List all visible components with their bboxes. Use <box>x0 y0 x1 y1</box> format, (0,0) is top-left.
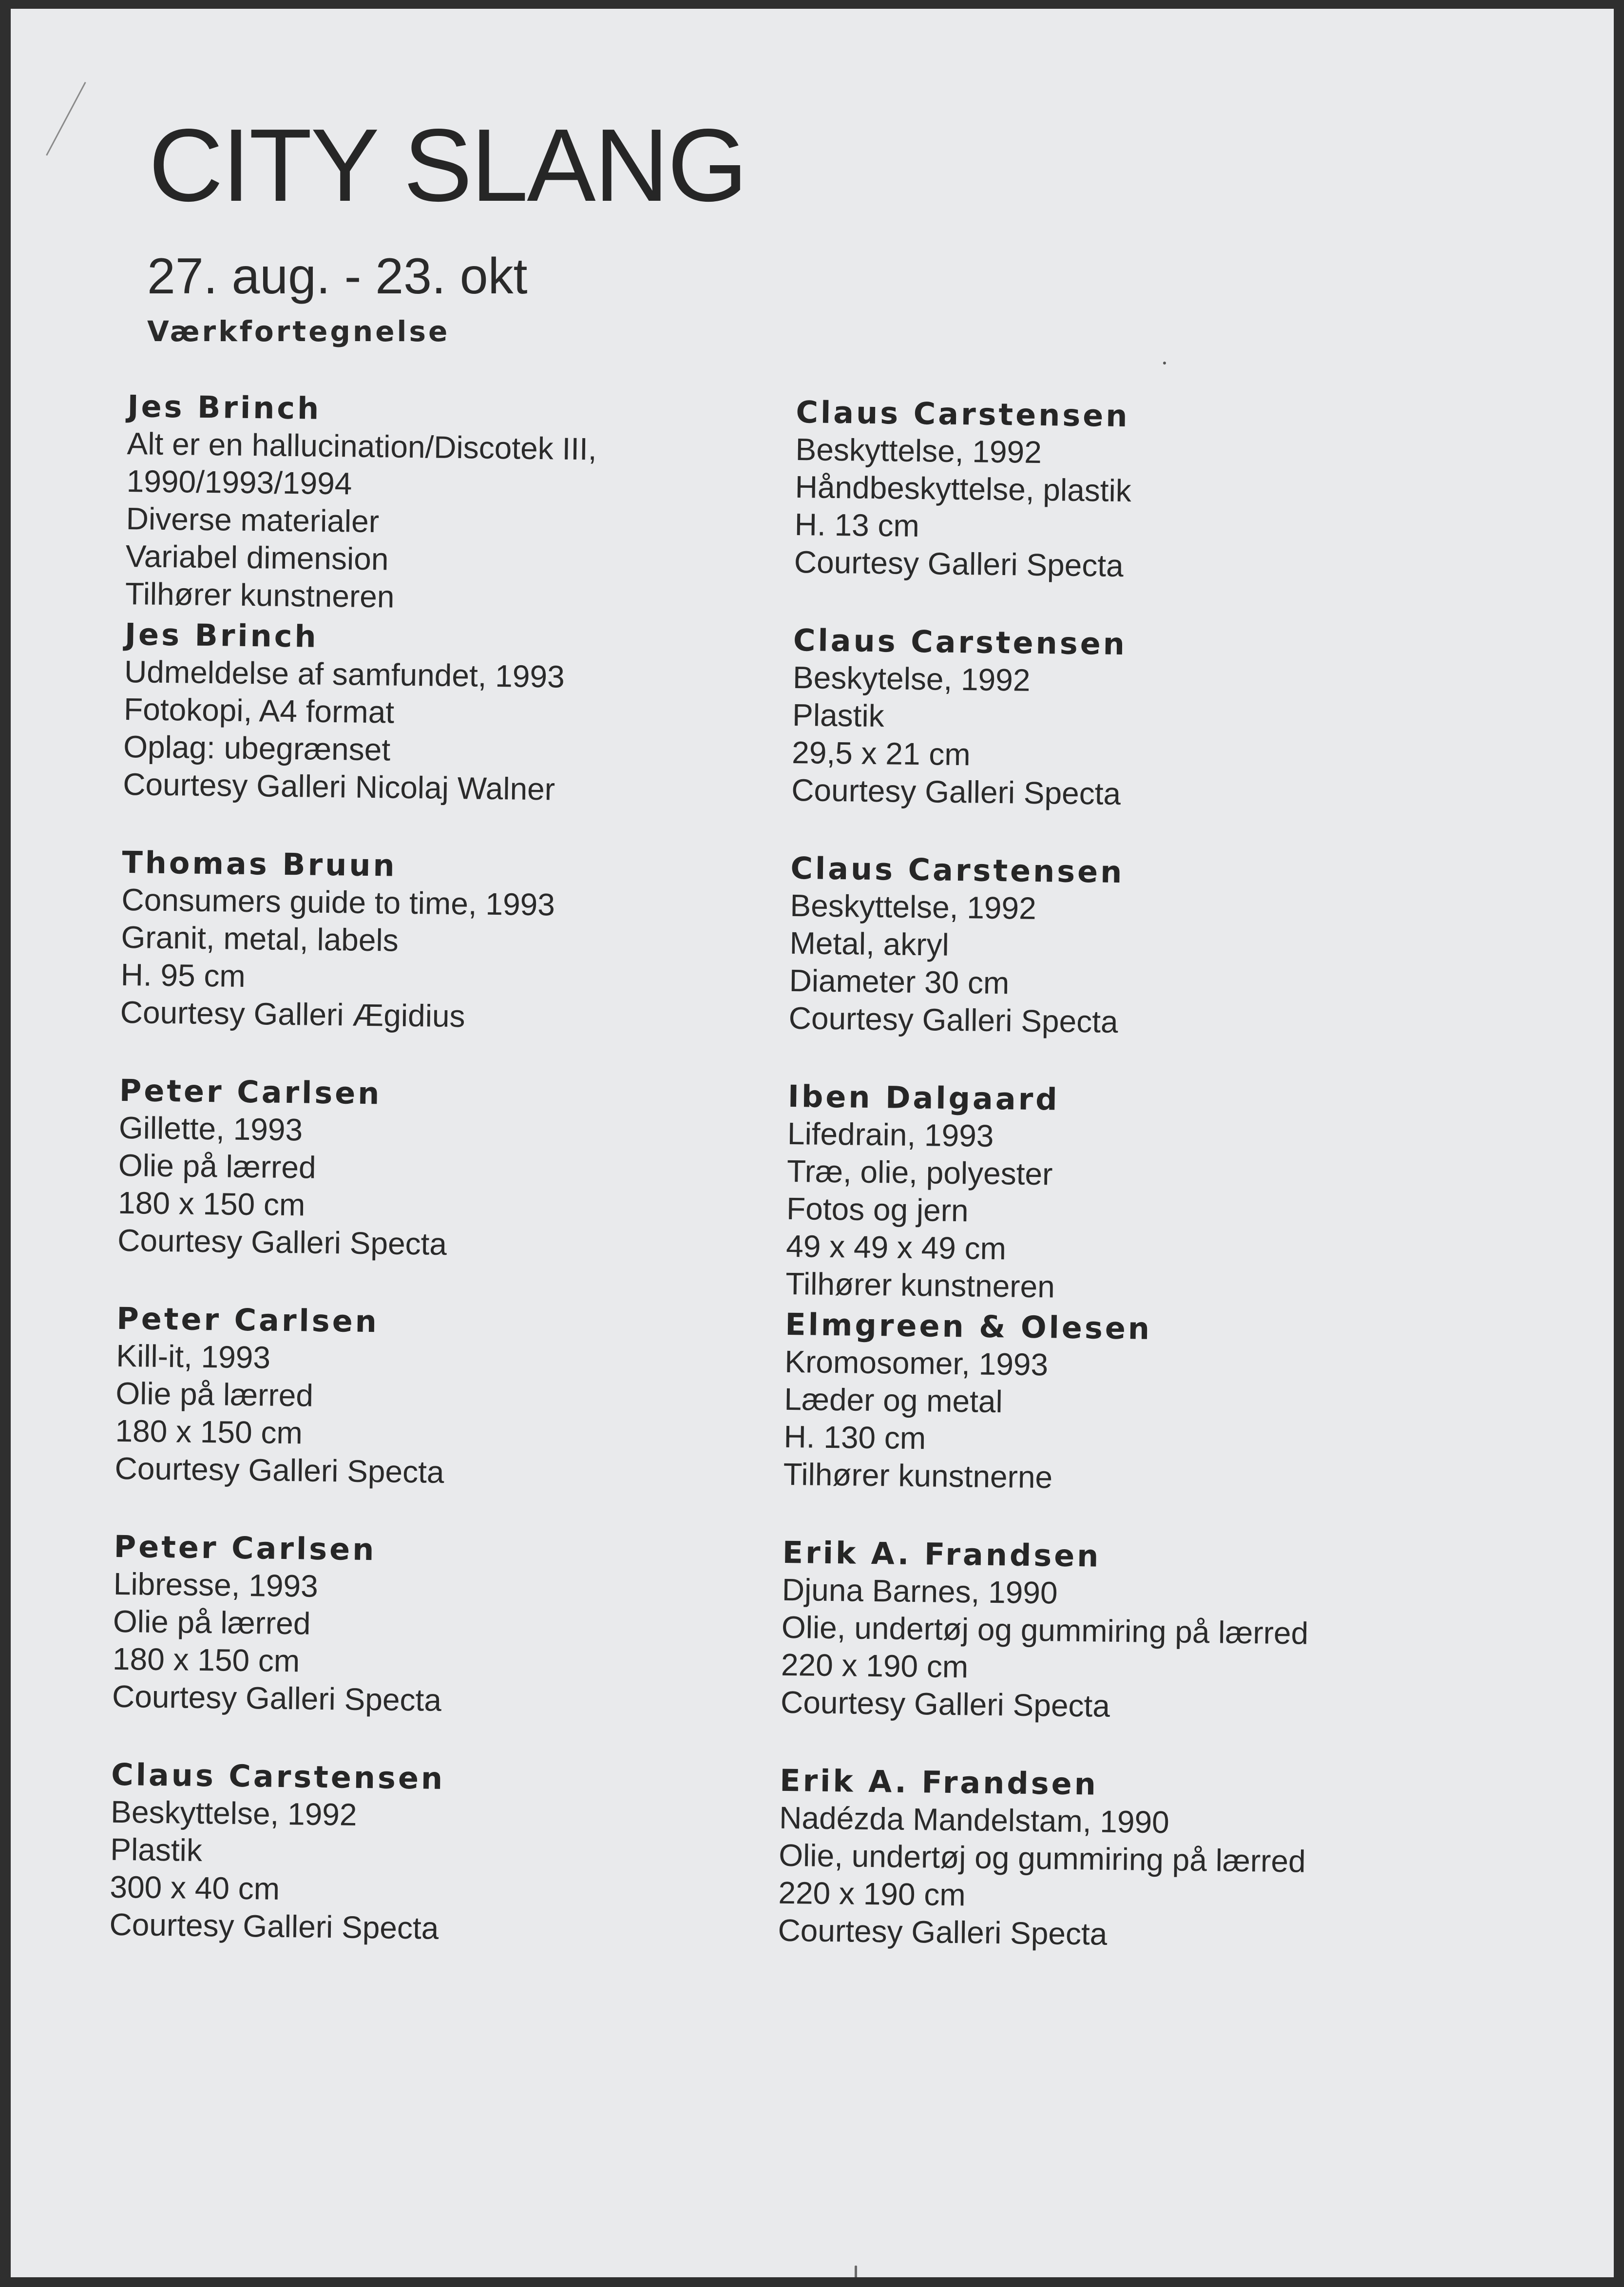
entry-detail-line: Tilhører kunstneren <box>125 576 395 615</box>
entry-detail-line: Gillette, 1993 <box>118 1110 303 1148</box>
entry-detail-line: Olie på lærred <box>115 1375 314 1413</box>
artist-name: Erik A. Frandsen <box>782 1534 1101 1574</box>
entry-detail-line: Courtesy Galleri Specta <box>788 1000 1119 1039</box>
catalogue-entry <box>125 388 858 625</box>
entry-detail-line: H. 130 cm <box>783 1419 926 1456</box>
document-page <box>11 9 1614 2277</box>
catalogue-entry <box>788 850 1521 1087</box>
entry-detail-line: Variabel dimension <box>125 538 389 577</box>
entry-detail-line: Olie, undertøj og gummiring på lærred <box>778 1837 1306 1879</box>
entry-detail-line: 180 x 150 cm <box>112 1641 300 1679</box>
entry-detail-line: 220 x 190 cm <box>781 1647 969 1685</box>
catalogue-entry <box>112 1528 845 1765</box>
left-column <box>109 388 859 1993</box>
artist-name: Peter Carlsen <box>116 1300 380 1340</box>
entry-detail-line: 29,5 x 21 cm <box>791 734 971 772</box>
exhibition-dates: 27. aug. - 23. okt <box>147 248 528 305</box>
entry-detail-line: Courtesy Galleri Specta <box>109 1906 439 1946</box>
entry-detail-line: Diverse materialer <box>126 500 380 539</box>
artist-name: Jes Brinch <box>127 388 322 426</box>
artist-name: Claus Carstensen <box>793 622 1127 662</box>
entry-detail-line: 1990/1993/1994 <box>126 463 352 501</box>
entry-detail-line: H. 95 cm <box>120 957 246 994</box>
entry-detail-line: Fotos og jern <box>786 1191 969 1229</box>
artist-name: Erik A. Frandsen <box>779 1762 1099 1802</box>
artist-name: Claus Carstensen <box>111 1756 445 1796</box>
entry-detail-line: Nadézda Mandelstam, 1990 <box>779 1800 1170 1840</box>
entry-detail-line: Djuna Barnes, 1990 <box>782 1572 1058 1611</box>
catalogue-entry <box>777 1762 1510 1999</box>
entry-detail-line: Courtesy Galleri Nicolaj Walner <box>122 766 555 807</box>
entry-detail-line: 180 x 150 cm <box>117 1185 306 1223</box>
entry-detail-line: Courtesy Galleri Specta <box>112 1678 442 1718</box>
entry-detail-line: Courtesy Galleri Specta <box>778 1912 1108 1952</box>
entry-detail-line: Beskyttelse, 1992 <box>790 887 1037 926</box>
entry-detail-line: Lifedrain, 1993 <box>787 1115 994 1153</box>
entry-detail-line: Granit, metal, labels <box>121 919 399 958</box>
artist-name: Elmgreen & Olesen <box>784 1306 1152 1346</box>
entry-detail-line: Courtesy Galleri Specta <box>791 772 1121 811</box>
artist-name: Claus Carstensen <box>790 850 1125 890</box>
entry-detail-line: Courtesy Galleri Specta <box>117 1222 447 1262</box>
entry-detail-line: 49 x 49 x 49 cm <box>785 1228 1007 1267</box>
entry-detail-line: Plastik <box>792 697 885 734</box>
entry-detail-line: Courtesy Galleri Specta <box>780 1684 1110 1724</box>
entry-detail-line: Plastik <box>110 1831 203 1868</box>
page-title: CITY SLANG <box>149 107 746 223</box>
entry-detail-line: Olie, undertøj og gummiring på lærred <box>781 1609 1309 1651</box>
entry-detail-line: Beskytelse, 1992 <box>792 659 1031 698</box>
entry-detail-line: Courtesy Galleri Specta <box>115 1450 444 1490</box>
entry-detail-line: Kill-it, 1993 <box>116 1338 271 1375</box>
entry-detail-line: 220 x 190 cm <box>778 1875 966 1913</box>
entry-detail-line: Fotokopi, A4 format <box>123 691 395 730</box>
paper-scratch <box>46 82 86 156</box>
artist-name: Thomas Bruun <box>122 844 398 884</box>
dust-mark <box>855 2266 857 2277</box>
entry-detail-line: Metal, akryl <box>789 925 950 962</box>
catalogue-entry <box>114 1300 847 1537</box>
entry-detail-line: Udmeldelse af samfundet, 1993 <box>124 653 565 694</box>
entry-detail-line: 300 x 40 cm <box>110 1869 280 1906</box>
catalogue-entry <box>117 1072 850 1309</box>
catalogue-entry <box>109 1756 842 1993</box>
entry-detail-line: H. 13 cm <box>794 506 920 544</box>
entry-detail-line: Libresse, 1993 <box>113 1566 319 1604</box>
entry-detail-line: Diameter 30 cm <box>789 962 1010 1001</box>
right-column <box>777 394 1527 1999</box>
dust-mark <box>1163 362 1166 365</box>
entry-detail-line: Alt er en hallucination/Discotek III, <box>127 425 597 467</box>
entry-detail-line: Tilhører kunstnerne <box>783 1456 1053 1495</box>
entry-detail-line: Olie på lærred <box>113 1603 311 1641</box>
entry-detail-line: Beskyttelse, 1992 <box>795 431 1042 470</box>
entry-detail-line: Olie på lærred <box>118 1147 316 1185</box>
artist-name: Iben Dalgaard <box>787 1078 1060 1117</box>
entry-detail-line: 180 x 150 cm <box>115 1413 303 1451</box>
artist-name: Peter Carlsen <box>119 1072 382 1112</box>
catalogue-entry <box>791 622 1524 859</box>
catalogue-entry <box>119 844 853 1081</box>
entry-detail-line: Læder og metal <box>784 1381 1003 1420</box>
catalogue-entry <box>793 394 1527 631</box>
catalogue-subtitle: Værkfortegnelse <box>147 315 450 348</box>
catalogue-entry <box>122 616 856 853</box>
entry-detail-line: Consumers guide to time, 1993 <box>121 882 555 922</box>
catalogue-entry <box>780 1534 1513 1771</box>
catalogue-entry <box>785 1078 1519 1315</box>
artist-name: Peter Carlsen <box>114 1528 377 1568</box>
entry-detail-line: Træ, olie, polyester <box>786 1153 1053 1192</box>
entry-detail-line: Courtesy Galleri Specta <box>794 544 1124 583</box>
entry-detail-line: Oplag: ubegrænset <box>123 729 391 768</box>
artist-name: Jes Brinch <box>124 616 319 654</box>
entry-detail-line: Beskyttelse, 1992 <box>110 1794 357 1832</box>
catalogue-entry <box>783 1306 1516 1543</box>
entry-detail-line: Courtesy Galleri Ægidius <box>120 994 465 1034</box>
entry-detail-line: Tilhører kunstneren <box>785 1266 1055 1305</box>
entry-detail-line: Kromosomer, 1993 <box>784 1344 1049 1383</box>
entry-detail-line: Håndbeskyttelse, plastik <box>795 469 1132 509</box>
artist-name: Claus Carstensen <box>796 394 1130 434</box>
